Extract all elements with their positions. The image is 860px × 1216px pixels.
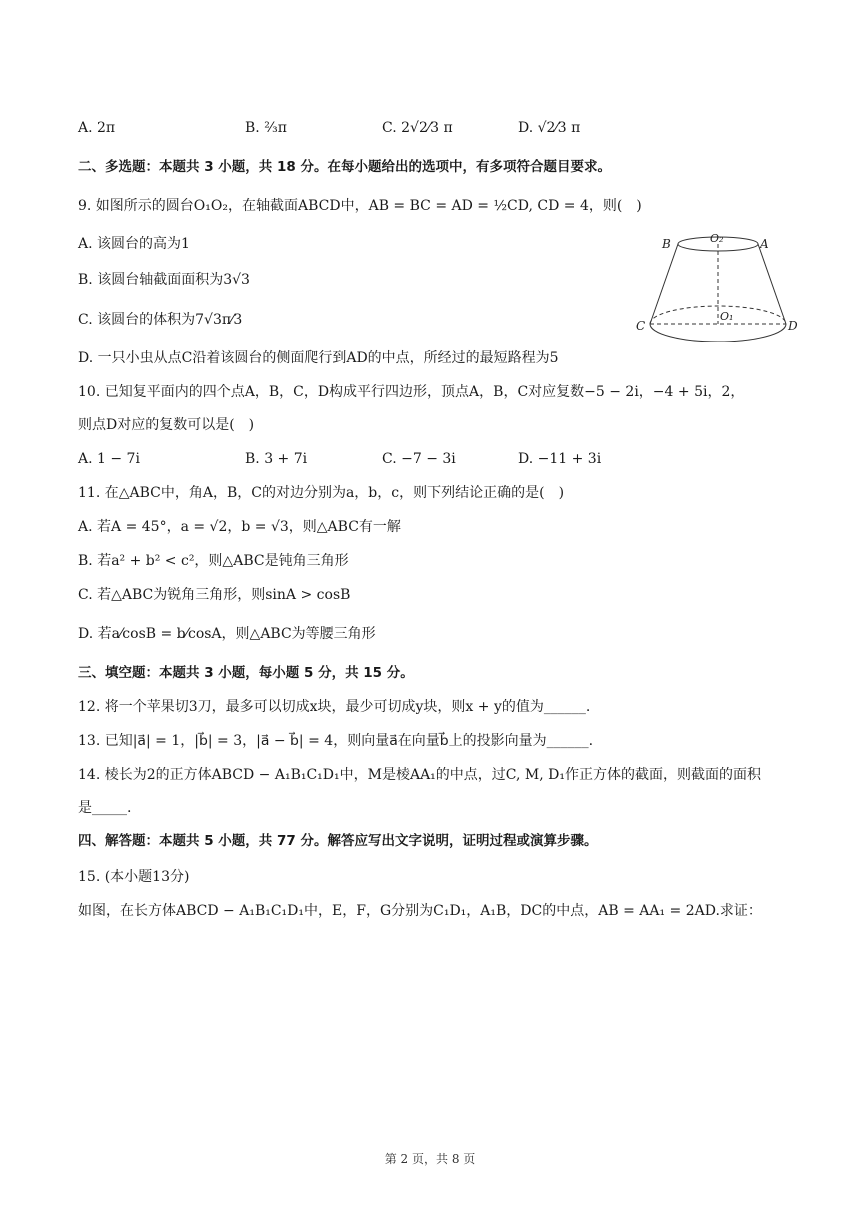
q10-stem-line1: 10. 已知复平面内的四个点A，B，C，D构成平行四边形，顶点A，B，C对应复数−5 − 2i，−4 + 5i，2， <box>78 384 745 400</box>
q15-body: 如图，在长方体ABCD − A₁B₁C₁D₁中，E，F，G分别为C₁D₁，A₁B，DC的中点，AB = AA₁ = 2AD.求证： <box>78 903 762 919</box>
q10-stem-line2: 则点D对应的复数可以是( ) <box>78 417 255 433</box>
q15-head: 15. (本小题13分) <box>78 869 190 885</box>
q8-option-c: C. 2√2⁄3 π <box>382 120 453 136</box>
q10-option-c: C. −7 − 3i <box>382 451 456 467</box>
q8-option-b: B. ²⁄₃π <box>245 120 287 136</box>
label-a: A <box>760 237 769 251</box>
section2-heading: 二、多选题：本题共 3 小题，共 18 分。在每小题给出的选项中，有多项符合题目要求。 <box>78 159 611 175</box>
page-footer: 第 2 页，共 8 页 <box>384 1152 476 1166</box>
label-c: C <box>636 319 646 333</box>
q10-option-a: A. 1 − 7i <box>78 451 140 467</box>
bottom-front-arc <box>650 324 786 342</box>
q12: 12. 将一个苹果切3刀，最多可以切成x块，最少可切成y块，则x + y的值为______. <box>78 699 591 715</box>
q10-option-d: D. −11 + 3i <box>518 451 602 467</box>
q9-option-d: D. 一只小虫从点C沿着该圆台的侧面爬行到AD的中点，所经过的最短路程为5 <box>78 350 559 366</box>
right-edge <box>758 244 786 324</box>
q10-options <box>78 449 778 469</box>
label-o1: O₁ <box>720 310 734 323</box>
q11-option-a: A. 若A = 45°，a = √2，b = √3，则△ABC有一解 <box>78 519 401 535</box>
q8-options <box>78 118 778 138</box>
q11-option-d: D. 若a⁄cosB = b⁄cosA，则△ABC为等腰三角形 <box>78 626 376 642</box>
q14-line2: 是_____. <box>78 800 132 816</box>
q9-option-c: C. 该圆台的体积为7√3π⁄3 <box>78 312 243 328</box>
q10-option-b: B. 3 + 7i <box>245 451 308 467</box>
label-b: B <box>662 237 671 251</box>
q9-stem: 9. 如图所示的圆台O₁O₂，在轴截面ABCD中，AB = BC = AD = ½CD, CD = 4，则( ) <box>78 198 642 214</box>
q8-option-d: D. √2⁄3 π <box>518 120 581 136</box>
left-edge <box>650 244 678 324</box>
q13: 13. 已知|a⃗| = 1，|b⃗| = 3，|a⃗ − b⃗| = 4，则向量a⃗在向量b⃗上的投影向量为______. <box>78 733 594 749</box>
section4-heading: 四、解答题：本题共 5 小题，共 77 分。解答应写出文字说明，证明过程或演算步骤。 <box>78 833 598 849</box>
q11-option-b: B. 若a² + b² < c²，则△ABC是钝角三角形 <box>78 553 349 569</box>
q11-stem: 11. 在△ABC中，角A，B，C的对边分别为a，b，c，则下列结论正确的是( ) <box>78 485 565 501</box>
q9-option-a: A. 该圆台的高为1 <box>78 236 190 252</box>
label-o2: O₂ <box>710 232 724 245</box>
label-d: D <box>788 319 798 333</box>
frustum-figure <box>636 232 806 342</box>
q14-line1: 14. 棱长为2的正方体ABCD − A₁B₁C₁D₁中，M是棱AA₁的中点，过C, M, D₁作正方体的截面，则截面的面积 <box>78 767 761 783</box>
q9-option-b: B. 该圆台轴截面面积为3√3 <box>78 272 250 288</box>
section3-heading: 三、填空题：本题共 3 小题，每小题 5 分，共 15 分。 <box>78 665 414 681</box>
q11-option-c: C. 若△ABC为锐角三角形，则sinA > cosB <box>78 587 351 603</box>
q8-option-a: A. 2π <box>78 120 116 136</box>
